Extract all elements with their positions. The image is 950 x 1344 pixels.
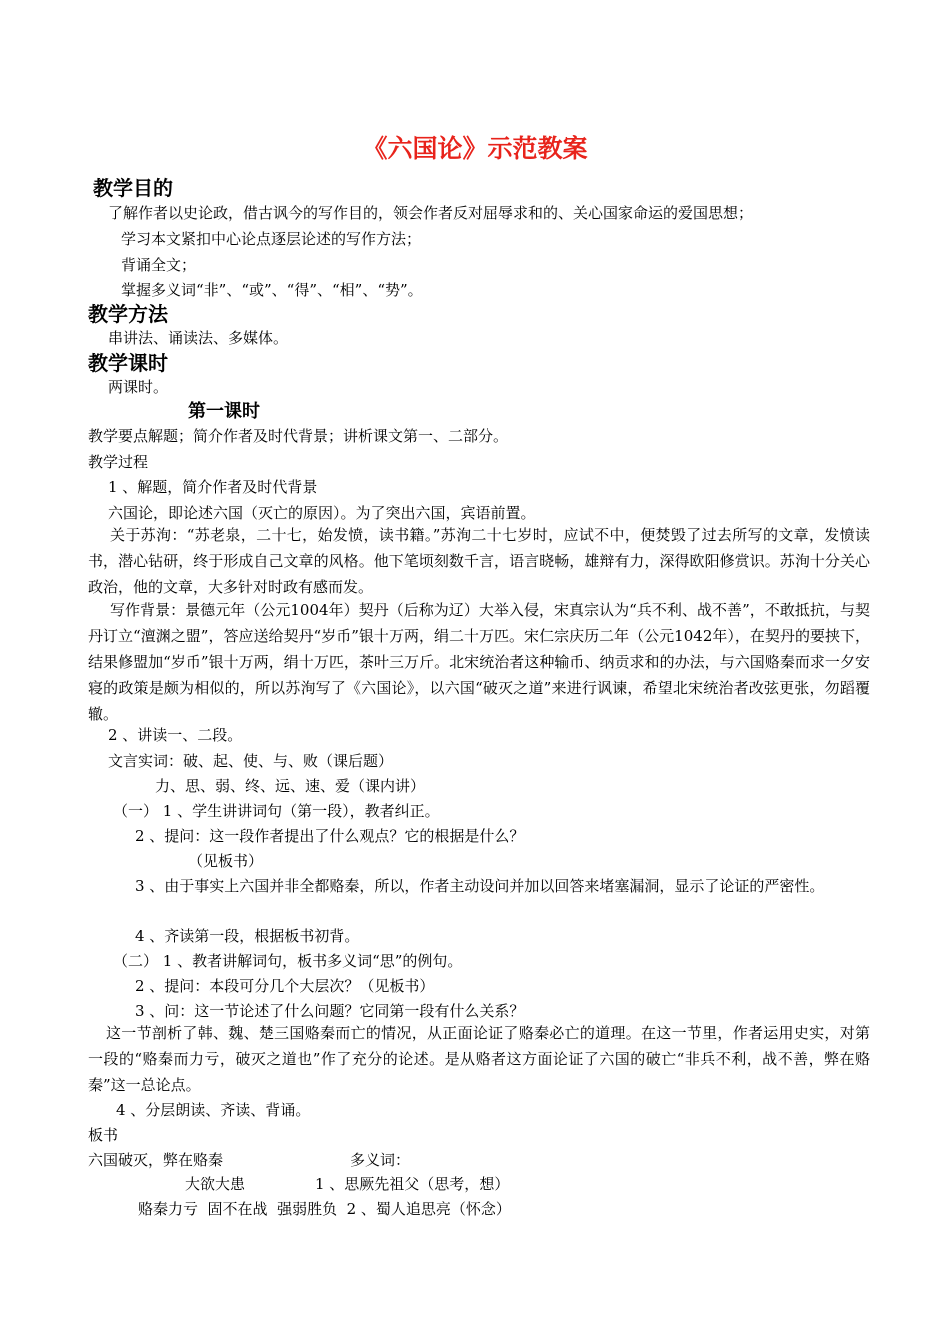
heading-teaching-hours: 教学课时	[88, 351, 168, 375]
vocab-line-1: 文言实词：破、起、使、与、败（课后题）	[108, 752, 394, 770]
goal-item-3: 背诵全文；	[121, 256, 197, 274]
method-text: 串讲法、诵读法、多媒体。	[108, 329, 289, 347]
analysis-paragraph: 这一节剖析了韩、魏、楚三国赂秦而亡的情况，从正面论证了赂秦必亡的道理。在这一节里，作者运用史实，对第一段的“赂秦而力亏，破灭之道也”作了充分的论述。是从赂者这方面论证了六国的破亡“非兵不利，战不善，弊在赂秦”这一总论点。	[88, 1024, 870, 1094]
vocab-line-2: 力、思、弱、终、远、速、爱（课内讲）	[155, 777, 426, 795]
part1-item-4: 4 、齐读第一段，根据板书初背。	[135, 927, 360, 945]
goal-item-4: 掌握多义词“非”、“或”、“得”、“相”、“势”。	[121, 281, 423, 299]
lesson-points: 教学要点解题；简介作者及时代背景；讲析课文第一、二部分。	[88, 427, 509, 445]
part1-item-1: （一） 1 、学生讲讲词句（第一段），教者纠正。	[113, 802, 440, 820]
process-label: 教学过程	[88, 453, 149, 471]
board-label: 板书	[88, 1126, 119, 1144]
board-line-3: 赂秦力亏 固不在战 强弱胜负 2 、蜀人追思亮（怀念）	[138, 1200, 511, 1218]
heading-teaching-method: 教学方法	[88, 302, 168, 326]
step-4: 4 、分层朗读、齐读、背诵。	[116, 1101, 311, 1119]
heading-lesson-1: 第一课时	[188, 401, 260, 422]
part2-item-3: 3 、问：这一节论述了什么问题？它同第一段有什么关系？	[135, 1002, 525, 1020]
heading-teaching-goal: 教学目的	[93, 176, 173, 200]
board-line-1-right: 多义词：	[350, 1151, 411, 1169]
part2-item-1: （二） 1 、教者讲解词句，板书多义词“思”的例句。	[113, 952, 463, 970]
hours-text: 两课时。	[108, 378, 169, 396]
board-line-2-left: 大欲大患	[185, 1175, 246, 1193]
part1-item-2: 2 、提问：这一段作者提出了什么观点？它的根据是什么？	[135, 827, 525, 845]
goal-item-2: 学习本文紧扣中心论点逐层论述的写作方法；	[121, 230, 422, 248]
board-line-1-left: 六国破灭，弊在赂秦	[88, 1151, 224, 1169]
goal-item-1: 了解作者以史论政，借古讽今的写作目的，领会作者反对屈辱求和的、关心国家命运的爱国思想；	[108, 204, 754, 222]
background-paragraph: 写作背景：景德元年（公元1004年）契丹（后称为辽）大举入侵，宋真宗认为“兵不利、战不善”，不敢抵抗，与契丹订立“澶渊之盟”，答应送给契丹“岁币”银十万两，绢二十万匹。宋仁宗庆历二年（公元1042年），在契丹的要挟下，结果修盟加“岁币”银十万两，绢十万匹，茶叶三万斤。北宋统治者这种输币、纳贡求和的办法，与六国赂秦而求一夕安寝的政策是颇为相似的，所以苏洵写了《六国论》，以六国“破灭之道”来进行讽谏，希望北宋统治者改弦更张，勿蹈覆辙。	[88, 601, 870, 723]
part1-item-3: 3 、由于事实上六国并非全都赂秦，所以，作者主动设问并加以回答来堵塞漏洞，显示了论证的严密性。	[135, 877, 825, 895]
step-2: 2 、讲读一、二段。	[108, 726, 243, 744]
board-line-2-right: 1 、思厥先祖父（思考，想）	[315, 1175, 510, 1193]
part2-item-2: 2 、提问：本段可分几个大层次？（见板书）	[135, 977, 435, 995]
part1-item-2-note: （见板书）	[188, 852, 264, 870]
about-author-paragraph: 关于苏洵：“苏老泉，二十七，始发愤，读书籍。”苏洵二十七岁时，应试不中，便焚毁了过去所写的文章，发愤读书，潜心钻研，终于形成自己文章的风格。他下笔顷刻数千言，语言晓畅，雄辩有力，深得欧阳修赏识。苏洵十分关心政治，他的文章，大多针对时政有感而发。	[88, 526, 870, 596]
page-title: 《六国论》示范教案	[362, 134, 588, 163]
step-1: 1 、解题，简介作者及时代背景	[108, 478, 318, 496]
intro-text: 六国论，即论述六国（灭亡的原因）。为了突出六国，宾语前置。	[108, 504, 536, 522]
